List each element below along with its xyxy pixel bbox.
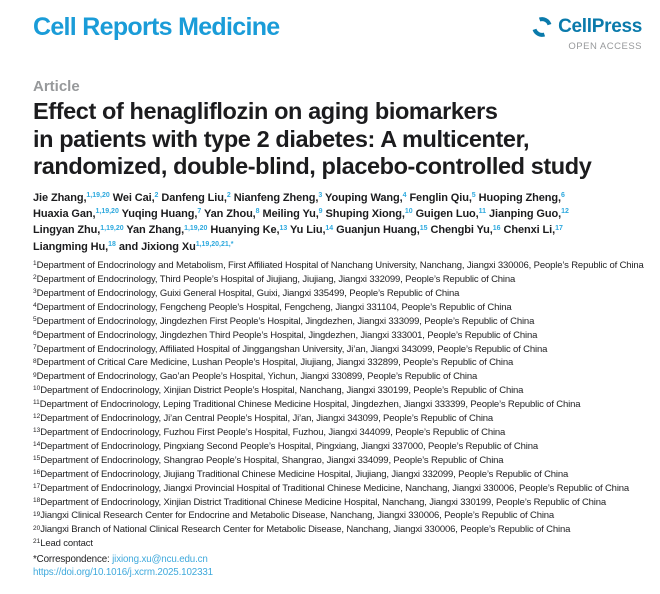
title-line-2: in patients with type 2 diabetes: A multicenter, bbox=[33, 125, 530, 152]
author-affiliation-superscript: 12 bbox=[561, 208, 569, 216]
affiliation-item: $^{21}$Lead contact bbox=[33, 538, 93, 550]
open-access-label: OPEN ACCESS bbox=[568, 41, 642, 52]
author-name: Huoping Zheng, bbox=[478, 191, 561, 204]
affiliation-number: 18 bbox=[33, 496, 41, 504]
affiliation-number: 19 bbox=[33, 510, 41, 518]
author-name: Yu Liu, bbox=[290, 224, 326, 237]
affiliation-item: $^5$Department of Endocrinology, Jingdezhen First People’s Hospital, Jingdezhen, Jiangxi 333099, People’s Republic of China bbox=[33, 315, 535, 327]
affiliation-item: $^{10}$Department of Endocrinology, Xinjian District People’s Hospital, Nanchang, Jiangxi 330199, People’s Republic of China bbox=[33, 385, 524, 397]
affiliation-item: $^1$Department of Endocrinology and Metabolism, First Affiliated Hospital of Nanchang University, Nanchang, Jiangxi 330006, People’s Republic of China bbox=[33, 260, 644, 272]
affiliation-number: 11 bbox=[33, 399, 40, 407]
doi-link[interactable]: https://doi.org/10.1016/j.xcrm.2025.102331 bbox=[33, 567, 213, 579]
cellpress-brand-row bbox=[530, 15, 642, 39]
correspondence-label: *Correspondence: bbox=[33, 553, 110, 565]
author-name: Nianfeng Zheng, bbox=[233, 191, 319, 204]
author-name: Yuqing Huang, bbox=[121, 207, 198, 220]
journal-header bbox=[33, 11, 642, 61]
affiliation-item: $^2$Department of Endocrinology, Third People’s Hospital of Jiujiang, Jiujiang, Jiangxi 332099, People’s Republic of China bbox=[33, 274, 516, 286]
affiliation-number: 9 bbox=[33, 371, 37, 379]
author-name: Yan Zhang, bbox=[126, 224, 185, 237]
author-affiliation-superscript: 16 bbox=[492, 224, 501, 232]
affiliation-number: 20 bbox=[33, 524, 41, 532]
journal-title: Cell Reports Medicine bbox=[33, 13, 280, 41]
author-name: and Jixiong Xu bbox=[118, 240, 196, 253]
affiliation-item: $^{15}$Department of Endocrinology, Shangrao People’s Hospital, Shangrao, Jiangxi 334099, People’s Republic of China bbox=[33, 454, 504, 466]
author-list bbox=[33, 191, 642, 257]
affiliation-number: 16 bbox=[33, 468, 41, 476]
author-name: Chengbi Yu, bbox=[430, 224, 493, 237]
article-type-label: Article bbox=[33, 78, 80, 95]
affiliations bbox=[33, 260, 649, 552]
author-name: Liangming Hu, bbox=[33, 240, 109, 253]
author-name: Fenglin Qiu, bbox=[409, 191, 472, 204]
title-line-1: Effect of henagliflozin on aging biomarkers bbox=[33, 98, 498, 124]
affiliation-number: 5 bbox=[33, 315, 37, 323]
author-affiliation-superscript: 18 bbox=[108, 241, 116, 249]
author-affiliation-superscript: 11 bbox=[478, 208, 487, 216]
author-affiliation-superscript: 3 bbox=[318, 192, 323, 199]
author-affiliation-superscript: 5 bbox=[471, 192, 476, 199]
affiliation-number: 7 bbox=[33, 343, 37, 351]
affiliation-number: 10 bbox=[33, 385, 41, 393]
author-name: Danfeng Liu, bbox=[161, 191, 227, 204]
author-name: Wei Cai, bbox=[112, 191, 155, 204]
affiliation-item: $^{17}$Department of Endocrinology, Jiangxi Provincial Hospital of Traditional Chinese Medicine, Nanchang, Jiangxi 330006, People’s Republic of China bbox=[33, 482, 630, 494]
author-name: Huanying Ke, bbox=[210, 224, 280, 237]
affiliation-number: 1 bbox=[33, 260, 37, 268]
affiliation-item: $^{18}$Department of Endocrinology, Xinjian District Traditional Chinese Medicine Hospital, Nanchang, Jiangxi 330199, People’s Republic of China bbox=[33, 496, 607, 508]
affiliation-item: $^4$Department of Endocrinology, Fengcheng People’s Hospital, Fengcheng, Jiangxi 331104, People’s Republic of China bbox=[33, 301, 512, 313]
author-affiliation-superscript: 10 bbox=[404, 208, 413, 216]
title-line-3: randomized, double-blind, placebo-controlled study bbox=[33, 153, 592, 179]
cellpress-brand bbox=[530, 11, 642, 52]
author-affiliation-superscript: 2 bbox=[154, 192, 159, 199]
author-name: Guigen Luo, bbox=[415, 207, 479, 220]
affiliation-number: 2 bbox=[33, 274, 37, 282]
correspondence-email-link[interactable]: jixiong.xu@ncu.edu.cn bbox=[112, 553, 208, 565]
affiliation-number: 14 bbox=[33, 441, 41, 449]
affiliation-number: 8 bbox=[33, 357, 37, 365]
affiliation-item: $^3$Department of Endocrinology, Guixi General Hospital, Guixi, Jiangxi 335499, People’s Republic of China bbox=[33, 287, 460, 299]
affiliation-number: 13 bbox=[33, 427, 41, 435]
affiliation-number: 17 bbox=[33, 482, 41, 490]
affiliation-item: $^{19}$Jiangxi Clinical Research Center for Endocrine and Metabolic Disease, Nanchang, Jiangxi 330006, People’s Republic of China bbox=[33, 510, 555, 522]
affiliation-number: 4 bbox=[33, 302, 37, 310]
author-name: Jianping Guo, bbox=[489, 207, 562, 220]
author-line bbox=[33, 207, 642, 223]
author-name: Shuping Xiong, bbox=[325, 207, 405, 220]
author-affiliation-superscript: 14 bbox=[325, 224, 334, 232]
author-name: Lingyan Zhu, bbox=[33, 224, 101, 237]
author-name: Youping Wang, bbox=[325, 191, 403, 204]
affiliation-item: $^{20}$Jiangxi Branch of National Clinical Research Center for Metabolic Disease, Nanchang, Jiangxi 330006, People’s Republic of China bbox=[33, 524, 571, 536]
affiliation-number: 6 bbox=[33, 329, 37, 337]
author-affiliation-superscript: 6 bbox=[560, 192, 565, 199]
cellpress-swirl-icon bbox=[530, 15, 554, 39]
author-name: Jie Zhang, bbox=[33, 191, 87, 204]
author-line bbox=[33, 240, 642, 256]
affiliation-item: $^9$Department of Endocrinology, Gao’an People’s Hospital, Yichun, Jiangxi 330899, People’s Republic of China bbox=[33, 371, 478, 383]
author-line bbox=[33, 191, 642, 207]
author-affiliation-superscript: 15 bbox=[419, 224, 428, 232]
affiliation-number: 15 bbox=[33, 455, 41, 463]
author-affiliation-superscript: 1,19,20,21,* bbox=[195, 241, 234, 249]
author-affiliation-superscript: 13 bbox=[279, 224, 288, 232]
affiliation-item: $^{16}$Department of Endocrinology, Jiujiang Traditional Chinese Medicine Hospital, Jiujiang, Jiangxi 332099, People’s Republic of China bbox=[33, 468, 569, 480]
article-title bbox=[33, 98, 642, 181]
cellpress-name: CellPress bbox=[558, 16, 642, 37]
author-affiliation-superscript: 2 bbox=[226, 192, 231, 199]
affiliation-item: $^8$Department of Critical Care Medicine, Lushan People’s Hospital, Jiujiang, Jiangxi 332899, People’s Republic of China bbox=[33, 357, 514, 369]
author-affiliation-superscript: 1,19,20 bbox=[100, 224, 124, 232]
author-name: Yan Zhou, bbox=[203, 207, 256, 220]
affiliation-item: $^6$Department of Endocrinology, Jingdezhen Third People’s Hospital, Jingdezhen, Jiangxi 333001, People’s Republic of China bbox=[33, 329, 538, 341]
affiliation-number: 21 bbox=[33, 538, 41, 546]
author-affiliation-superscript: 8 bbox=[255, 208, 260, 216]
correspondence-line bbox=[33, 553, 642, 567]
author-name: Meiling Yu, bbox=[262, 207, 319, 220]
author-affiliation-superscript: 9 bbox=[318, 208, 323, 216]
author-name: Guanjun Huang, bbox=[336, 224, 420, 237]
author-affiliation-superscript: 1,19,20 bbox=[95, 208, 119, 216]
author-affiliation-superscript: 1,19,20 bbox=[86, 192, 110, 199]
affiliation-number: 12 bbox=[33, 413, 41, 421]
affiliation-item: $^{14}$Department of Endocrinology, Pingxiang Second People’s Hospital, Pingxiang, Jiangxi 337000, People’s Republic of China bbox=[33, 440, 538, 452]
author-affiliation-superscript: 1,19,20 bbox=[184, 224, 208, 232]
affiliation-item: $^{13}$Department of Endocrinology, Fuzhou First People’s Hospital, Fuzhou, Jiangxi 344099, People’s Republic of China bbox=[33, 427, 506, 438]
author-affiliation-superscript: 4 bbox=[402, 192, 407, 199]
author-line bbox=[33, 223, 642, 239]
affiliation-item: $^{12}$Department of Endocrinology, Ji’an Central People’s Hospital, Ji’an, Jiangxi 343099, People’s Republic of China bbox=[33, 413, 494, 425]
affiliation-item: $^7$Department of Endocrinology, Affiliated Hospital of Jinggangshan University, Ji’an, Jiangxi 343099, People’s Republic of China bbox=[33, 343, 548, 355]
affiliation-item: $^{11}$Department of Endocrinology, Leping Traditional Chinese Medicine Hospital, Jingdezhen, Jiangxi 333399, People’s Republic of China bbox=[33, 399, 581, 411]
author-name: Huaxia Gan, bbox=[33, 207, 96, 220]
author-affiliation-superscript: 17 bbox=[555, 224, 563, 232]
author-affiliation-superscript: 7 bbox=[197, 208, 202, 216]
affiliation-number: 3 bbox=[33, 288, 37, 296]
author-name: Chenxi Li, bbox=[503, 224, 556, 237]
